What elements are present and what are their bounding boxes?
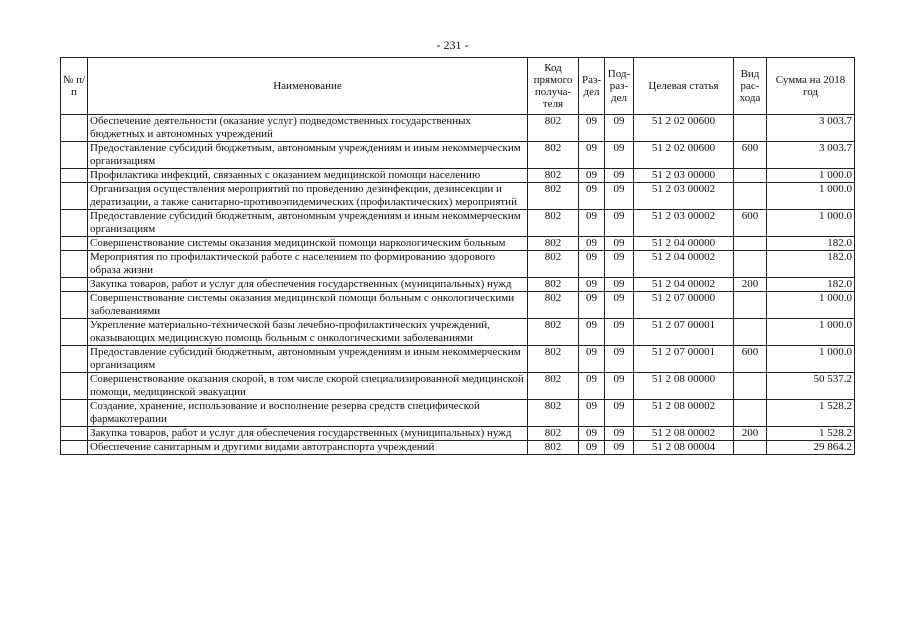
cell-code: 802 (528, 319, 579, 346)
header-vid: Вид рас-хода (734, 58, 767, 115)
cell-razdel: 09 (579, 210, 605, 237)
cell-code: 802 (528, 210, 579, 237)
cell-code: 802 (528, 183, 579, 210)
table-row (61, 210, 855, 237)
cell-sum: 50 537.2 (767, 373, 855, 400)
cell-vid: 200 (734, 427, 767, 441)
cell-razdel: 09 (579, 441, 605, 455)
cell-code: 802 (528, 278, 579, 292)
cell-code: 802 (528, 400, 579, 427)
cell-podrazdel: 09 (605, 115, 634, 142)
cell-podrazdel: 09 (605, 183, 634, 210)
cell-podrazdel: 09 (605, 373, 634, 400)
cell-razdel: 09 (579, 373, 605, 400)
cell-num (61, 115, 88, 142)
header-name: Наименование (88, 58, 528, 115)
cell-name: Совершенствование системы оказания медицинской помощи больным с онкологическими заболеваниями (88, 292, 528, 319)
table-row (61, 441, 855, 455)
cell-podrazdel: 09 (605, 142, 634, 169)
cell-razdel: 09 (579, 278, 605, 292)
cell-razdel: 09 (579, 292, 605, 319)
cell-name: Создание, хранение, использование и восполнение резерва средств специфической фармакотерапии (88, 400, 528, 427)
cell-target: 51 2 08 00004 (634, 441, 734, 455)
cell-sum: 1 000.0 (767, 319, 855, 346)
budget-table (60, 57, 855, 455)
cell-name: Закупка товаров, работ и услуг для обеспечения государственных (муниципальных) нужд (88, 278, 528, 292)
cell-num (61, 427, 88, 441)
header-podrazdel: Под-раз-дел (605, 58, 634, 115)
cell-vid: 600 (734, 142, 767, 169)
cell-name: Совершенствование системы оказания медицинской помощи наркологическим больным (88, 237, 528, 251)
cell-vid (734, 292, 767, 319)
cell-code: 802 (528, 346, 579, 373)
cell-podrazdel: 09 (605, 319, 634, 346)
cell-razdel: 09 (579, 346, 605, 373)
cell-num (61, 400, 88, 427)
cell-sum: 182.0 (767, 237, 855, 251)
table-row (61, 115, 855, 142)
cell-name: Обеспечение деятельности (оказание услуг) подведомственных государственных бюджетных и автономных учреждений (88, 115, 528, 142)
cell-name: Предоставление субсидий бюджетным, автономным учреждениям и иным некоммерческим организациям (88, 346, 528, 373)
cell-target: 51 2 08 00002 (634, 400, 734, 427)
cell-num (61, 169, 88, 183)
header-sum: Сумма на 2018 год (767, 58, 855, 115)
cell-target: 51 2 08 00000 (634, 373, 734, 400)
cell-vid (734, 373, 767, 400)
cell-code: 802 (528, 115, 579, 142)
table-row (61, 346, 855, 373)
cell-name: Совершенствование оказания скорой, в том числе скорой специализированной медицинской помощи, медицинской эвакуации (88, 373, 528, 400)
cell-code: 802 (528, 237, 579, 251)
table-row (61, 278, 855, 292)
cell-target: 51 2 02 00600 (634, 142, 734, 169)
cell-vid (734, 183, 767, 210)
table-row (61, 169, 855, 183)
cell-num (61, 183, 88, 210)
cell-podrazdel: 09 (605, 400, 634, 427)
cell-code: 802 (528, 427, 579, 441)
cell-sum: 1 528.2 (767, 400, 855, 427)
header-num: № п/п (61, 58, 88, 115)
cell-num (61, 441, 88, 455)
cell-code: 802 (528, 169, 579, 183)
page-number: - 231 - (436, 38, 469, 52)
cell-target: 51 2 03 00000 (634, 169, 734, 183)
cell-target: 51 2 07 00001 (634, 346, 734, 373)
table-row (61, 400, 855, 427)
cell-razdel: 09 (579, 237, 605, 251)
cell-num (61, 346, 88, 373)
cell-num (61, 142, 88, 169)
table-row (61, 319, 855, 346)
cell-target: 51 2 02 00600 (634, 115, 734, 142)
cell-vid (734, 169, 767, 183)
table-row (61, 373, 855, 400)
cell-podrazdel: 09 (605, 292, 634, 319)
cell-sum: 1 000.0 (767, 210, 855, 237)
cell-code: 802 (528, 142, 579, 169)
cell-razdel: 09 (579, 183, 605, 210)
header-code: Код прямого получа-теля (528, 58, 579, 115)
cell-sum: 1 528.2 (767, 427, 855, 441)
table-row (61, 292, 855, 319)
cell-name: Предоставление субсидий бюджетным, автономным учреждениям и иным некоммерческим организациям (88, 142, 528, 169)
cell-vid (734, 319, 767, 346)
cell-code: 802 (528, 251, 579, 278)
cell-podrazdel: 09 (605, 427, 634, 441)
cell-vid (734, 115, 767, 142)
cell-code: 802 (528, 373, 579, 400)
cell-vid: 600 (734, 210, 767, 237)
cell-razdel: 09 (579, 427, 605, 441)
cell-name: Закупка товаров, работ и услуг для обеспечения государственных (муниципальных) нужд (88, 427, 528, 441)
cell-podrazdel: 09 (605, 237, 634, 251)
table-row (61, 251, 855, 278)
cell-vid (734, 251, 767, 278)
cell-vid: 600 (734, 346, 767, 373)
cell-name: Мероприятия по профилактической работе с населением по формированию здорового образа жизни (88, 251, 528, 278)
cell-razdel: 09 (579, 400, 605, 427)
cell-name: Обеспечение санитарным и другими видами автотранспорта учреждений (88, 441, 528, 455)
cell-sum: 29 864.2 (767, 441, 855, 455)
cell-target: 51 2 04 00000 (634, 237, 734, 251)
table-row (61, 427, 855, 441)
cell-code: 802 (528, 292, 579, 319)
cell-razdel: 09 (579, 142, 605, 169)
cell-vid: 200 (734, 278, 767, 292)
cell-num (61, 237, 88, 251)
cell-podrazdel: 09 (605, 346, 634, 373)
header-target: Целевая статья (634, 58, 734, 115)
cell-target: 51 2 03 00002 (634, 183, 734, 210)
cell-num (61, 292, 88, 319)
cell-code: 802 (528, 441, 579, 455)
cell-name: Профилактика инфекций, связанных с оказанием медицинской помощи населению (88, 169, 528, 183)
cell-target: 51 2 07 00001 (634, 319, 734, 346)
cell-podrazdel: 09 (605, 169, 634, 183)
cell-sum: 182.0 (767, 278, 855, 292)
cell-sum: 1 000.0 (767, 292, 855, 319)
table-header-row (61, 58, 855, 115)
cell-sum: 3 003.7 (767, 142, 855, 169)
cell-razdel: 09 (579, 115, 605, 142)
cell-num (61, 319, 88, 346)
cell-vid (734, 237, 767, 251)
cell-vid (734, 441, 767, 455)
cell-sum: 182.0 (767, 251, 855, 278)
table-row (61, 183, 855, 210)
cell-podrazdel: 09 (605, 251, 634, 278)
cell-podrazdel: 09 (605, 278, 634, 292)
cell-razdel: 09 (579, 251, 605, 278)
cell-sum: 1 000.0 (767, 169, 855, 183)
cell-sum: 1 000.0 (767, 183, 855, 210)
cell-podrazdel: 09 (605, 210, 634, 237)
cell-razdel: 09 (579, 169, 605, 183)
header-razdel: Раз-дел (579, 58, 605, 115)
cell-razdel: 09 (579, 319, 605, 346)
cell-sum: 1 000.0 (767, 346, 855, 373)
table-row (61, 142, 855, 169)
cell-target: 51 2 03 00002 (634, 210, 734, 237)
cell-name: Укрепление материально-технической базы лечебно-профилактических учреждений, оказывающих медицинскую помощь больным с онкологическими заболеваниями (88, 319, 528, 346)
table-body (61, 115, 855, 455)
cell-vid (734, 400, 767, 427)
cell-num (61, 278, 88, 292)
cell-target: 51 2 04 00002 (634, 251, 734, 278)
table-row (61, 237, 855, 251)
cell-sum: 3 003.7 (767, 115, 855, 142)
cell-num (61, 210, 88, 237)
cell-name: Организация осуществления мероприятий по проведению дезинфекции, дезинсекции и дератизации, а также санитарно-противоэпидемических (профилактических) мероприятий (88, 183, 528, 210)
cell-num (61, 373, 88, 400)
cell-target: 51 2 04 00002 (634, 278, 734, 292)
cell-podrazdel: 09 (605, 441, 634, 455)
cell-name: Предоставление субсидий бюджетным, автономным учреждениям и иным некоммерческим организациям (88, 210, 528, 237)
cell-target: 51 2 07 00000 (634, 292, 734, 319)
cell-target: 51 2 08 00002 (634, 427, 734, 441)
cell-num (61, 251, 88, 278)
